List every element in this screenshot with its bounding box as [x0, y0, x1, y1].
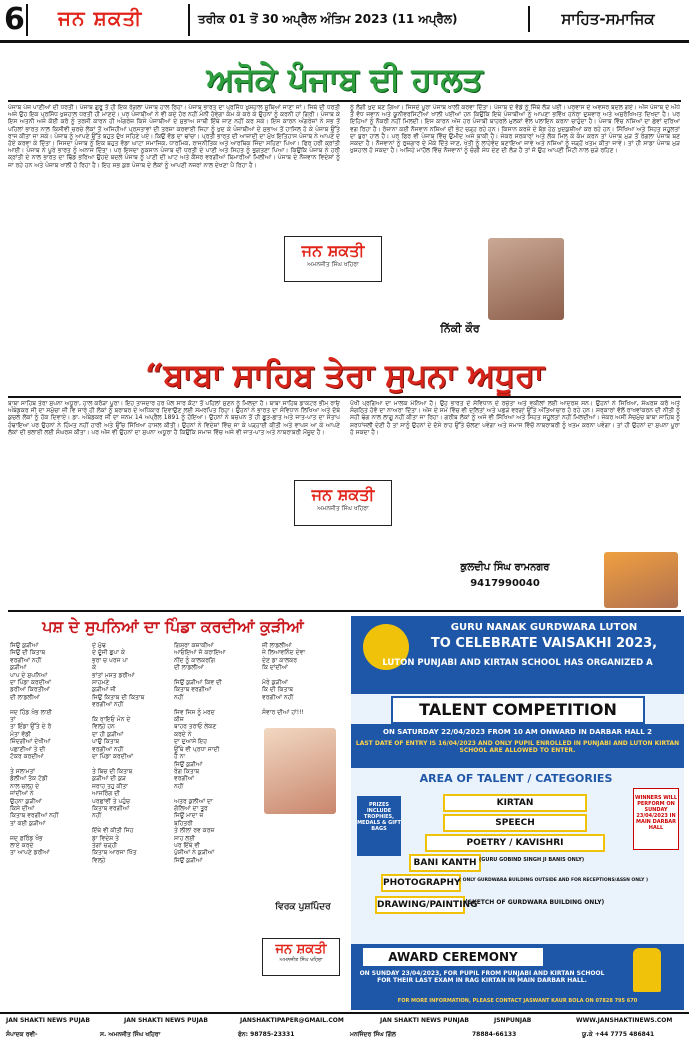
poem-line: ਕਿਤਾਬ ਵਰਗੀਆਂ	[92, 804, 130, 812]
poem-line: ਲਾਏ ਕਰਦੇ	[10, 841, 34, 849]
poster-prizes: PRIZES INCLUDE TROPHIES, MEDALS & GIFT BAGS	[357, 796, 401, 856]
poem-line: ਜਾਂਦੀਆਂ ਨੇ	[10, 790, 34, 798]
footer-editor-label: ਸੰਪਾਦਕ ਰਵੀ-	[6, 1031, 38, 1038]
poem-line	[174, 790, 256, 797]
poem-line: ਆਜਰਿੰਗ ਦੀ	[92, 790, 120, 798]
footer-manager-phone: 78884-66133	[472, 1031, 517, 1038]
poem-line: ਨਹੀਂ	[174, 693, 184, 701]
talent-competition-poster	[351, 616, 684, 1010]
poem-line: ਪਰ ਇੱਥੇ ਵੀ	[174, 841, 200, 849]
poem-line: ਵਰਗੀਆਂ ਨਹੀਂ	[10, 656, 42, 664]
poem-line: ਰੰਗ ਕਿਤਾਬ	[174, 767, 200, 775]
poem-line: ਜੀ ਲਾਡਲੀਆਂ	[262, 642, 292, 649]
article1-author: ਨਿੱਕੀ ਕੌਰ	[440, 322, 480, 335]
trophy-icon	[633, 948, 661, 992]
poster-header	[351, 616, 684, 694]
box-byline: ਅਮਨਜੀਤ ਸਿੰਘ ਖਹਿਰਾ	[307, 261, 359, 268]
poem-line: ਪਛਾਣੀਆਂ ਤੇ ਦੀ	[10, 745, 46, 753]
poem-line: ਤਾ ਆਪਣੇ ਡਰੀਆਂ	[10, 849, 50, 857]
category-drawing: DRAWING/PAINTING	[375, 896, 465, 914]
award-text: ON SUNDAY 23/04/2023, FOR PUPIL FROM PUNJABI AND KIRTAN SCHOOL FOR THEIR LAST EXAM IN RAG KIRTAN IN MAIN DARBAR HALL.	[359, 970, 605, 984]
poster-winners: WINNERS WILL PERFORM ON SUNDAY 23/04/2023 IN MAIN DARBAR HALL	[633, 788, 679, 850]
poem-line: ਤੇ ਸਲਾਮਤਾਂ	[10, 767, 36, 775]
poem-line: ਜਦ ਫ਼ਰਿੰਡ ਖੰਭ	[10, 834, 43, 842]
poem-line: ਦੀ ਲਾਡਲੀਆਂ	[10, 693, 40, 701]
poem-line: ਦਾ ਹੀ ਕੁੜੀਆਂ	[92, 730, 124, 738]
poem-line: ਜਿਉਂ ਕੁੜੀਆਂ ਕਿਵ ਦੀ	[174, 679, 222, 687]
divider	[8, 396, 681, 398]
poem-line: ਅਤਰ ਕੁਲੀਆਂ ਦਾ	[174, 797, 213, 805]
poem-line: ਜਿਉਂ ਕਿਤਾਬ ਦੀ ਕਿਤਾਬ	[92, 693, 145, 701]
poem-line: ਵਰਗੀਆਂ ਨਹੀਂ	[92, 745, 124, 753]
poem-line: ਕਿ ਰਾਇਓ ਮੰਨ ਦੇ	[92, 716, 131, 724]
footer-facebook[interactable]: JAN SHAKTI NEWS PUJAB	[124, 1017, 208, 1024]
poster-date-bar	[351, 724, 684, 768]
poem-line: ਜਿਉਂ ਕੁੜੀਆਂ	[174, 856, 203, 864]
poem-line: ਕਿਤਾਬ ਵਰਗੀਆਂ ਨਹੀਂ	[10, 812, 59, 820]
poem-line: ਕਿ ਦੀ ਕਿਤਾਬ	[262, 686, 293, 694]
footer-instagram[interactable]: JAN SHAKTI NEWS PUNJAB	[380, 1017, 469, 1024]
poem-line: ਡਰੀਆਂ ਕਿਰਤੀਆਂ	[10, 686, 50, 694]
poem-line	[174, 701, 256, 708]
article1-headline: ਅਜੋਕੇ ਪੰਜਾਬ ਦੀ ਹਾਲਤ	[206, 60, 483, 98]
poem-line: ਕੇ	[92, 664, 97, 672]
poem-line: ਕੁੜੀਆਂ	[10, 664, 27, 672]
drawing-note: (SKETCH OF GURDWARA BUILDING ONLY)	[465, 899, 605, 906]
poster-line1: GURU NANAK GURDWARA LUTON	[450, 622, 638, 633]
mini-logo: ਜਨ ਸ਼ਕਤੀ	[311, 485, 375, 504]
box-byline: ਅਮਨਜੀਤ ਸਿੰਘ ਖਹਿਰਾ	[279, 957, 323, 963]
poem-column-1	[10, 642, 88, 1008]
category-poetry: POETRY / KAVISHRI	[425, 834, 605, 852]
poem-line: ਦਾ ਦੁਆਸੇ ਇਹ	[174, 738, 207, 746]
divider	[8, 610, 681, 612]
page-header	[0, 0, 689, 43]
poem-line: ਤੇ ਲੀਲਾਂ ਰਵ ਕਰਜ਼	[174, 827, 215, 835]
poem-line	[262, 672, 342, 679]
poem-line: ਕੁੜੀਆਂ ਦੀ ਕੁੜ	[92, 775, 126, 783]
poem-column-4	[262, 642, 342, 742]
poem-line: ਜਿਵ ਜਿਸ ਨੂੰ ਮਰਦ	[174, 708, 215, 716]
poem-line	[92, 709, 170, 716]
poem-line: ਦੇਣ ਡਾ ਕਾਲਕਰ	[262, 656, 297, 664]
poem-line: ਜਿਊਂ ਮਾਦਾ ਜ਼	[174, 812, 204, 820]
article2-headline: “ਬਾਬਾ ਸਾਹਿਬ ਤੇਰਾ ਸੁਪਨਾ ਅਧੂਰਾ	[145, 356, 544, 394]
award-title: AWARD CEREMONY	[363, 948, 543, 966]
poster-area-title: AREA OF TALENT / CATEGORIES	[419, 772, 613, 785]
poem-line: ਗਿਸ਼ਰਾ ਕਸ਼ਾਕੀਆਂ	[174, 642, 214, 649]
poem-line: ਡਾ ਵਿਦੇਸ਼ ਤੇ	[92, 834, 119, 842]
page-number: 6	[4, 2, 25, 37]
poem-line: ਗੱਲਿਆਂ ਦਾ ਤੂਰ	[174, 804, 208, 812]
divider	[188, 4, 190, 36]
poem-line: ਤੇ ਬਿਚ ਦੀ ਕਿਤਾਬ	[92, 767, 133, 775]
poem-line: ਵਰਗੀਆਂ	[174, 775, 195, 783]
poem-line	[10, 761, 88, 768]
footer-manager: ਮਨਜਿੰਦਰ ਸਿੰਘ ਗਿੱਲ	[350, 1031, 396, 1038]
poem-line: ਜੇ ਲਿਆਵਨਿੰਦ ਦੇਵਾ	[262, 649, 306, 657]
poem-line: ਤਾਂ	[10, 716, 16, 724]
article2-body-left: ਬਾਬਾ ਸਾਹਿਬ ਤੇਰਾ ਸੁਪਨਾ ਅਧੂਰਾ, ਹਾਲ ਕਰੋੜਾ ਪੂਰਾ। ਇਹ ਤਾਜਦਾਰ ਹਰ ਪੱਲ ਸਾਰ ਕੋਟਾ ਤੋਂ ਪਹਿਲਾਂ ਸੁਣਨ ਨੂੰ ਮਿਲਦਾ ਹੈ। ਬਾਬਾ ਸਾਹਿਬ ਡਾਕਟਰ ਭੀਮ ਰਾਓ ਅੰਬੇਡਕਰ ਜੀ ਦਾ ਸਮੁੱਚਾ ਜੀ ਵਿ ਸਾਰੇ ਹੀ ਲੋਕਾਂ ਨੂੰ ਬਰਾਬਰ ਦੇ ਅਧਿਕਾਰ ਦਿਵਾਉਣ ਲਈ ਸਮਰਪਿਤ ਰਿਹਾ। ਉਹਨਾਂ ਨੇ ਭਾਰਤ ਦਾ ਸੰਵਿਧਾਨ ਲਿਖਿਆ ਅਤੇ ਦੱਬੇ ਕੁਚਲੇ ਲੋਕਾਂ ਨੂੰ ਹੱਕ ਦਿਵਾਏ। ਡਾ. ਅੰਬੇਡਕਰ ਜੀ ਦਾ ਜਨਮ 14 ਅਪ੍ਰੈਲ 1891 ਨੂੰ ਹੋਇਆ। ਉਹਨਾਂ ਨੇ ਬਚਪਨ ਤੋਂ ਹੀ ਛੂਤ-ਛਾਤ ਅਤੇ ਜਾਤ-ਪਾਤ ਦਾ ਸੰਤਾਪ ਹੰਢਾਇਆ ਪਰ ਉਹਨਾਂ ਨੇ ਹਿੰਮਤ ਨਹੀਂ ਹਾਰੀ ਅਤੇ ਉੱਚ ਸਿੱਖਿਆ ਹਾਸਲ ਕੀਤੀ। ਉਹਨਾਂ ਨੇ ਵਿਦੇਸ਼ਾਂ ਵਿੱਚ ਜਾ ਕੇ ਪੜ੍ਹਾਈ ਕੀਤੀ ਅਤੇ ਵਾਪਸ ਆ ਕੇ ਆਪਣੇ ਲੋਕਾਂ ਦੀ ਭਲਾਈ ਲਈ ਸੰਘਰਸ਼ ਕੀਤਾ। ਪਰ ਅੱਜ ਵੀ ਉਹਨਾਂ ਦਾ ਸੁਪਨਾ ਅਧੂਰਾ ਹੈ ਕਿਉਂਕਿ ਸਮਾਜ ਵਿੱਚ ਅਜੇ ਵੀ ਜਾਤ-ਪਾਤ ਅਤੇ ਨਾਬਰਾਬਰੀ ਮੌਜੂਦ ਹੈ।	[8, 400, 340, 436]
poem-line: ਦਾ ਪਿੰਡਾ ਕਰਦੀਆਂ	[10, 679, 52, 687]
box-byline: ਅਮਨਜੀਤ ਸਿੰਘ ਖਹਿਰਾ	[317, 505, 369, 512]
poem-line: ਵਰਗੀਆਂ ਨਹੀਂ	[262, 693, 294, 701]
poem-author: ਵਿਰਕ ਪੁਸ਼ਪਿੰਦਰ	[275, 902, 331, 912]
poem-line	[92, 761, 170, 768]
poster-line2: TO CELEBRATE VAISAKHI 2023,	[430, 636, 658, 651]
poem-logo-box	[262, 938, 340, 976]
poem-line: ਡੋਲੀਆਂ ਤੱਕ ਟੱਡੀ	[10, 775, 48, 783]
poem-line: ਉੱਥੇ ਵੀ ਪ੍ਰਧਾ ਜਾਦੀ	[174, 745, 220, 753]
poem-line: ਜ਼ਿੰਦਗੀਆਂ ਦੇਖੀਆਂ	[10, 738, 51, 746]
poster-contact: FOR MORE INFORMATION, PLEASE CONTACT JASWANT KAUR BOLA ON 07828 795 670	[397, 998, 638, 1004]
poem-line: ਕੁੜੀਆਂ ਜੀ	[92, 686, 116, 694]
poem-line: ਜਰਾਹ ਤਹੁ ਕੀਤਾ	[92, 782, 128, 790]
category-speech: SPEECH	[443, 814, 587, 832]
poem-line: ਕਰਦੇ ਨੇ	[174, 730, 192, 738]
award-section	[351, 944, 684, 1010]
category-bani-kanth: BANI KANTH	[409, 854, 481, 872]
article2-phone: 9417990040	[470, 578, 540, 589]
poem-line: ਜਦ ਹਿੰਡ ਖੰਭ ਲਾਈ	[10, 708, 52, 716]
poem-line: ਇੱਥੇ ਵੀ ਕੀਤੀ ਜਿਹ	[92, 827, 134, 835]
photo-note: ( ONLY GURDWARA BUILDING OUTSIDE AND FOR RECEPTIONS/ASSN ONLY )	[459, 878, 649, 883]
poem-line: ਆਓਇਆਂ ਜੋ ਕਰਾਇਆ	[174, 649, 226, 657]
poem-line: ਪੁੱਸ਼ੀਆਂ ਨੇ ਕੁੜੀਆਂ	[174, 849, 215, 857]
footer-uk-phone: ਯੂ.ਕੇ +44 7775 486841	[582, 1031, 655, 1038]
poem-line: ਕਿਤਾਬ ਆਰਜਾ ਖਿੱਤ	[92, 849, 137, 857]
footer-phone: ਫੋਨ: 98785-23331	[238, 1031, 295, 1038]
article2-author: ਕੁਲਦੀਪ ਸਿੰਘ ਰਾਮਨਗਰ	[460, 562, 550, 573]
poem-line: ਭਰਾ ਚ ਪਰਜ ਪਾ	[92, 656, 128, 664]
article1-body-left: ਪੰਜਾਬ ਪੰਜ ਪਾਣੀਆਂ ਦੀ ਧਰਤੀ। ਪੰਜਾਬ ਗੁਰੂ ਤੋਂ ਹੀ ਇਕ ਰੰਗਲਾ ਪੰਜਾਬ ਹਾਲ ਰਿਹਾ। ਪੰਜਾਬ ਭਾਰਤ ਦਾ ਪ੍ਰਸਿੱਧ ਖੁਸ਼ਹਾਲ ਸੂਬਿਆਂ ਜਾਣਾ ਜਾਂ। ਜਿਥੇ ਦੀ ਧਰਤੀ ਅਜੇ ਉਹ ਇਕ ਪ੍ਰਸਿੱਧ ਖੁਸ਼ਹਾਲ ਧਰਤੀ ਹੀ ਮਾਣਦੇ। ਪਰ ਪੰਜਾਬੀਆਂ ਨੇ ਵੀ ਕਦੇ ਹੋਰ ਨਹੀਂ ਮੰਨੀ ਹੋਵੇਗਾ ਕੰਮ ਕੇ ਕਰੇ ਕੇ ਉਹਨਾਂ ਨੂੰ ਕਰਨੀ ਹਾਂ ਗਿਰੀ। ਪੰਜਾਬ ਕੇ ਇਸ ਅਤਨੀ ਅਜੇ ਕੋਈ ਕਰੋ ਨੂੰ ਤਰਸੀ ਕਾਰਨ ਹੀ ਅੰਗਰੇਜ਼ ਕਿਸੇ ਪੰਜਾਬੀਆਂ ਦੇ ਸੁਭਾਅ ਸਾਥੀ ਇੱਥੇ ਜਾਣ ਨਹੀਂ ਕਰ ਸਕੇ। ਇਸ ਕਾਰਨ ਅੰਗਰੇਜ਼ਾਂ ਨੇ ਸਭ ਤੋਂ ਪਹਿਲਾਂ ਭਾਰਤ ਨਾਲ ਕਿਸੀਵੀ ਚਰਚੇ ਲੋਕਾਂ ਤੋਂ ਅਜਿਹੀਆਂ ਪ੍ਰਸਤਾਵਾਂ ਦੀ ਤਰਜ਼ਾ ਕਰਵਾਈ ਜਿਹਾ ਨੂੰ ਖੁਦ ਕੇ ਪੰਜਾਬੀਆਂ ਦੇ ਸੁਭਾਅ ਤੋਂ ਹਾਸਿਲ ਹੋ ਕੇ ਪੰਜਾਬ ਉੱਤੇ ਰਾਜ ਕੀਤਾ ਜਾ ਸਕੇ। ਪੰਜਾਬ ਨੂੰ ਆਪਣੇ ਉੱਤੇ ਬਹੁਤ ਦੁੱਖ ਸਹਿਣੇ ਪਏ। ਕਿਉਂ ਵੱਡ ਦਾ ਢਾਂਚਾ। ਪ੍ਰਤੀ ਭਾਰਤ ਦੀ ਆਜ਼ਾਦੀ ਦਾ ਮੁੱਖ ਇਤਿਹਾਸ ਪੰਜਾਬ ਨੇ ਆਪਣੇ ਦੇ ਹੋਏ ਕਰਵਾ ਕੇ ਦਿੱਤਾ। ਜਿਸਦਾ ਪੰਜਾਬ ਨੂੰ ਇਕ ਬਹੁਤ ਵੱਡਾ ਘਾਟਾ ਸਮਾਜਿਕ, ਧਾਰਮਿਕ, ਰਾਜਨੀਤਿਕ ਅਤੇ ਆਰਥਿਕ ਜਿੰਦਾ ਸਹਿਣਾ ਪਿਆ। ਫਿਰ ਹਰੀ ਕ੍ਰਾਂਤੀ ਆਈ। ਪੰਜਾਬ ਨੇ ਪੂਰੇ ਭਾਰਤ ਨੂੰ ਅਨਾਜ ਦਿੱਤਾ। ਪਰ ਇਸਦਾ ਨੁਕਸਾਨ ਪੰਜਾਬ ਦੀ ਧਰਤੀ ਦੇ ਪਾਣੀ ਅਤੇ ਸਿਹਤ ਨੂੰ ਭੁਗਤਣਾ ਪਿਆ। ਕਿਉਂਕਿ ਪੰਜਾਬ ਨੇ ਹਰੀ ਕ੍ਰਾਂਤੀ ਦੇ ਨਾਲ ਭਾਰਤ ਦਾ ਢਿੱਡ ਭਰਿਆ ਉਹਦੇ ਬਦਲੇ ਪੰਜਾਬ ਨੂੰ ਪਾਣੀ ਦੀ ਘਾਟ ਅਤੇ ਕੈਂਸਰ ਵਰਗੀਆਂ ਬਿਮਾਰੀਆਂ ਮਿਲੀਆਂ। ਪੰਜਾਬ ਦੇ ਨੌਜਵਾਨ ਵਿਦੇਸ਼ਾਂ ਨੂੰ ਜਾ ਰਹੇ ਹਨ ਅਤੇ ਪੰਜਾਬ ਖਾਲੀ ਹੋ ਰਿਹਾ ਹੈ। ਇਹ ਸਭ ਕੁਝ ਪੰਜਾਬ ਦੇ ਲੋਕਾਂ ਨੂੰ ਆਪਣੀ ਨਜ਼ਰਾਂ ਨਾਲ ਦੇਖਣਾ ਪੈ ਰਿਹਾ ਹੈ।	[8, 104, 340, 169]
dateline: ਤਰੀਕ 01 ਤੋਂ 30 ਅਪ੍ਰੈਲ ਅੰਤਿਮ 2023 (11 ਅਪ੍ਰੈਲ)	[198, 12, 458, 26]
poem-line: ਹੈ ਨਾ	[174, 753, 186, 761]
poster-line3: LUTON PUNJABI AND KIRTAN SCHOOL HAS ORGANIZED A	[382, 658, 653, 668]
poem-line: ਸਾਹਮਣੇ	[92, 679, 110, 687]
divider	[8, 100, 681, 102]
poem-line: ਭਾਂਤਾਂ ਮਸਤ ਡਰੀਆਂ	[92, 671, 135, 679]
poem-line: ਦਾ ਪਿੰਡਾ ਕਰਦੀਆਂ	[92, 753, 134, 761]
author-photo-nikki	[488, 238, 564, 320]
author-photo-kuldeep	[604, 552, 678, 608]
poem-line: ਦੇ ਦੂੱਜੀ ਛੁਪਾ ਕੇ	[92, 649, 126, 657]
poem-line	[10, 701, 88, 708]
footer-editor-name: ਸ. ਅਮਨਜੀਤ ਸਿੰਘ ਖਹਿਰਾ	[100, 1031, 161, 1038]
poem-line: ਪਾਉ ਕਿਤਾਬ	[92, 738, 120, 746]
footer-twitter[interactable]: JSNPUNJAB	[494, 1017, 532, 1024]
poem-line: ਦੀ ਲਾਡਲੀਆਂ	[174, 664, 204, 672]
page-footer	[0, 1012, 689, 1045]
article2-body-right: ਪੱਖੀ ਪ੍ਰਗਿਆ ਦਾ ਮਾਲਕ ਮੰਨਿਆ ਹੈ। ਉਹ ਭਾਰਤ ਦੇ ਸੰਵਿਧਾਨ ਦੇ ਰਚੇਤਾ ਅਤੇ ਵਕੀਲਾਂ ਲਈ ਆਦਰਸ਼ ਸਨ। ਉਹਨਾਂ ਨੇ ਸਿਖਿਆ, ਸੰਘਰਸ਼ ਕਰੋ ਅਤੇ ਸੰਗਠਿਤ ਹੋਵੋ ਦਾ ਨਾਅਰਾ ਦਿੱਤਾ। ਅੱਜ ਦੇ ਸਮੇਂ ਵਿੱਚ ਵੀ ਦਲਿਤਾਂ ਅਤੇ ਪਛੜੇ ਵਰਗਾਂ ਉੱਤੇ ਅੱਤਿਆਚਾਰ ਹੋ ਰਹੇ ਹਨ। ਸਰਕਾਰਾਂ ਵੱਲੋਂ ਰਾਖਵਾਂਕਰਨ ਦੀ ਨੀਤੀ ਨੂੰ ਸਹੀ ਢੰਗ ਨਾਲ ਲਾਗੂ ਨਹੀਂ ਕੀਤਾ ਜਾ ਰਿਹਾ। ਗਰੀਬ ਲੋਕਾਂ ਨੂੰ ਅਜੇ ਵੀ ਸਿੱਖਿਆ ਅਤੇ ਸਿਹਤ ਸਹੂਲਤਾਂ ਨਹੀਂ ਮਿਲਦੀਆਂ। ਜੇਕਰ ਅਸੀਂ ਸੱਚਮੁੱਚ ਬਾਬਾ ਸਾਹਿਬ ਨੂੰ ਸ਼ਰਧਾਂਜਲੀ ਦੇਣੀ ਹੈ ਤਾਂ ਸਾਨੂੰ ਉਹਨਾਂ ਦੇ ਦੱਸੇ ਰਾਹ ਉੱਤੇ ਚੱਲਣਾ ਪਵੇਗਾ ਅਤੇ ਸਮਾਜ ਵਿੱਚੋਂ ਨਾਬਰਾਬਰੀ ਨੂੰ ਖਤਮ ਕਰਨਾ ਪਵੇਗਾ। ਤਾਂ ਹੀ ਉਹਨਾਂ ਦਾ ਸੁਪਨਾ ਪੂਰਾ ਹੋ ਸਕਦਾ ਹੈ।	[350, 400, 680, 436]
poem-line: ਸੰਵਾਰ ਦੀਆਂ ਹਾਂ!!!	[262, 708, 304, 716]
category-photography: PHOTOGRAPHY	[381, 874, 461, 892]
divider	[26, 4, 28, 36]
article1-body-right: ਨੂੰ ਲੱਗੀ ਖੁਦ ਬਣ ਗਿਆ। ਜਿਸਦੇ ਪੂਰਾ ਪੰਜਾਬ ਖਾਲੀ ਕਰਵਾ ਦਿੱਤਾ। ਪੰਜਾਬ ਦੇ ਵੱਡੇ ਨੂੰ ਜਿੱਥੇ ਲੋੜ ਪਈ। ਪਰਵਾਸ ਦੇ ਅਵਸਰ ਬਦਲ ਗਏ। ਅੱਜ ਪੰਜਾਬ ਦੇ ਅੱਧੇ ਤੋਂ ਵੱਧ ਜਵਾਨ ਅਤੇ ਯੂਨੀਵਰਸਿਟੀਆਂ ਖਾਲੀ ਪਈਆਂ ਹਨ ਕਿਉਂਕਿ ਇਥੇ ਪੰਜਾਬੀਆਂ ਨੂੰ ਆਪਣਾ ਭਵਿੱਖ ਹਨੇਰਾ ਦੁਸ਼ਵਾਰ ਅਤੇ ਅਸੁਰੱਖਿਅਤ ਦਿਖਦਾ ਹੈ। ਪਰ ਇਹਿਆਂ ਨੂੰ ਨੌਕਰੀ ਨਹੀਂ ਮਿਲਦੀ। ਇਸ ਕਾਰਨ ਅੱਜ ਹਰ ਪੰਜਾਬੀ ਬਾਹਰਲੇ ਮੁਲਕਾਂ ਵੱਲ ਪਲਾਇਨ ਕਰਨਾ ਚਾਹੁੰਦਾ ਹੈ। ਪੰਜਾਬ ਵਿੱਚ ਨਸ਼ਿਆਂ ਦਾ ਛੇਵਾਂ ਦਰਿਆ ਵਗ ਰਿਹਾ ਹੈ। ਰੋਜ਼ਾਨਾ ਕਈ ਨੌਜਵਾਨ ਨਸ਼ਿਆਂ ਦੀ ਭੇਟ ਚੜ੍ਹ ਰਹੇ ਹਨ। ਕਿਸਾਨ ਕਰਜ਼ੇ ਦੇ ਬੋਝ ਹੇਠ ਖੁਦਕੁਸ਼ੀਆਂ ਕਰ ਰਹੇ ਹਨ। ਸਿੱਖਿਆ ਅਤੇ ਸਿਹਤ ਸਹੂਲਤਾਂ ਦਾ ਬੁਰਾ ਹਾਲ ਹੈ। ਪਰ ਫਿਰ ਵੀ ਪੰਜਾਬ ਵਿੱਚ ਉਮੀਦ ਅਜੇ ਬਾਕੀ ਹੈ। ਜੇਕਰ ਸਰਕਾਰਾਂ ਅਤੇ ਲੋਕ ਮਿਲ ਕੇ ਕੰਮ ਕਰਨ ਤਾਂ ਪੰਜਾਬ ਮੁੜ ਤੋਂ ਰੰਗਲਾ ਪੰਜਾਬ ਬਣ ਸਕਦਾ ਹੈ। ਨੌਜਵਾਨਾਂ ਨੂੰ ਰੁਜ਼ਗਾਰ ਦੇ ਮੌਕੇ ਦਿੱਤੇ ਜਾਣ, ਖੇਤੀ ਨੂੰ ਲਾਹੇਵੰਦ ਬਣਾਇਆ ਜਾਵੇ ਅਤੇ ਨਸ਼ਿਆਂ ਨੂੰ ਜੜ੍ਹੋਂ ਖਤਮ ਕੀਤਾ ਜਾਵੇ। ਤਾਂ ਹੀ ਸਾਡਾ ਪੰਜਾਬ ਮੁੜ ਖੁਸ਼ਹਾਲ ਹੋ ਸਕਦਾ ਹੈ। ਅਜਿਹੇ ਮਾਹੌਲ ਵਿੱਚ ਨੌਜਵਾਨਾਂ ਨੂੰ ਚੰਗੀ ਸੇਧ ਦੇਣ ਦੀ ਲੋੜ ਹੈ ਤਾਂ ਜੋ ਉਹ ਆਪਣੀ ਮਿੱਟੀ ਨਾਲ ਜੁੜੇ ਰਹਿਣ।	[350, 104, 680, 155]
poem-line	[262, 701, 342, 708]
poster-date-line: ON SATURDAY 22/04/2023 FROM 10 AM ONWARD IN DARBAR HALL 2	[383, 728, 652, 736]
poem-line: ਕੀਜ਼	[174, 716, 184, 724]
poem-line: ਦੇ ਮੁੱਢ	[92, 642, 106, 649]
poem-line: ਜਿਉਂ ਕੁੜੀਆਂ	[174, 760, 203, 768]
poem-line: ਕਿ ਦਾਂਦੀਆਂ	[262, 664, 288, 672]
poem-line: ਵਰਗੀਆਂ ਨਹੀਂ	[92, 701, 124, 709]
poem-line: ਨਾਲ ਚਲ੍ਹ ਦੇ	[10, 782, 40, 790]
poem-line: ਜਿਉਂ ਦੀ ਕਿਤਾਬ	[10, 649, 46, 657]
poster-entry-line: LAST DATE OF ENTRY IS 16/04/2023 AND ONLY PUPIL ENROLLED IN PUNJABI AND LUTON KIRTAN SCHOOL ARE ALLOWED TO ENTER.	[355, 740, 680, 754]
poem-line: ਵਿਲ੍ਹੇ ਹਨ	[92, 723, 115, 731]
poem-line: ਨੀਂਦ ਨੂੰ ਕਾਲਕਰਗਿ	[174, 656, 216, 664]
poster-title: TALENT COMPETITION	[391, 696, 645, 724]
poem-line: ਕਿਸੇ ਦੀਆਂ	[10, 804, 35, 812]
poem-line: ਤਾਂ ਕਈ ਕੁੜੀਆਂ	[10, 819, 46, 827]
poem-line: ਪਰਛਾਂਵੀਂ ਤੇ ਪਹੁੰਚ	[92, 797, 131, 805]
mini-logo: ਜਨ ਸ਼ਕਤੀ	[301, 241, 365, 260]
poem-column-2	[92, 642, 170, 1008]
poem-line: ਮੰਤਾ ਵੱਡੀ	[10, 730, 31, 738]
poet-photo	[264, 728, 336, 814]
poem-line: ਮੋਰੇ ਕੁੜੀਆਂ	[262, 679, 288, 687]
footer-youtube[interactable]: JAN SHAKTI NEWS PUJAB	[6, 1017, 90, 1024]
poem-line: ਕਿਤਾਬ ਵਰਗੀਆਂ	[174, 686, 212, 694]
poem-line	[10, 827, 88, 834]
poem-line: ਪਾਪ ਦੇ ਸੁਪਨਿਆਂ	[10, 671, 48, 679]
footer-email[interactable]: JANSHAKTIPAPER@GMAIL.COM	[240, 1017, 344, 1024]
poem-line: ਨਹੀਂ	[92, 812, 102, 820]
mini-logo: ਜਨ ਸ਼ਕਤੀ	[275, 942, 327, 957]
poem-headline: ਪਸ਼ ਦੇ ਸੁਪਨਿਆਂ ਦਾ ਪਿੰਡਾ ਕਰਦੀਆਂ ਕੁੜੀਆਂ	[42, 617, 304, 636]
poem-line: ਸਾਹ ਲਈ	[174, 834, 195, 842]
section-title: ਸਾਹਿਤ-ਸਮਾਜਿਕ	[528, 6, 686, 32]
poem-line: ਤੇਗਾਂ ਚੜ੍ਹੀ	[92, 841, 118, 849]
poem-column-3	[174, 642, 256, 1008]
poem-line: ਉਹਨਾ ਕੁੜੀਆਂ	[10, 797, 42, 805]
poem-line: ਬਾਹਰ ਤਰਾਓ ਲੇਕਣ	[174, 723, 217, 731]
bani-note: (GURU GOBIND SINGH JI BANIS ONLY)	[479, 857, 585, 863]
poem-line: ਜਿਉ ਕੁੜੀਆਂ	[10, 642, 39, 649]
poem-line: ਨਹੀਂ	[174, 782, 184, 790]
category-kirtan: KIRTAN	[443, 794, 587, 812]
newspaper-logo: ਜਨ ਸ਼ਕਤੀ	[58, 6, 143, 30]
poem-line: ਟੱਕਰ ਕਰਦੀਆਂ	[10, 753, 44, 761]
poem-line	[174, 672, 256, 679]
poem-line: ਵਿਲ੍ਹੇ	[92, 856, 106, 864]
poem-line: ਤਾ ਇੰਡਾ ਉੱਤੇ ਦੇ ਰੋ	[10, 723, 52, 731]
poem-line: ਬਹਿਤਰੀ	[174, 819, 193, 827]
footer-website[interactable]: WWW.JANSHAKTINEWS.COM	[576, 1017, 673, 1024]
